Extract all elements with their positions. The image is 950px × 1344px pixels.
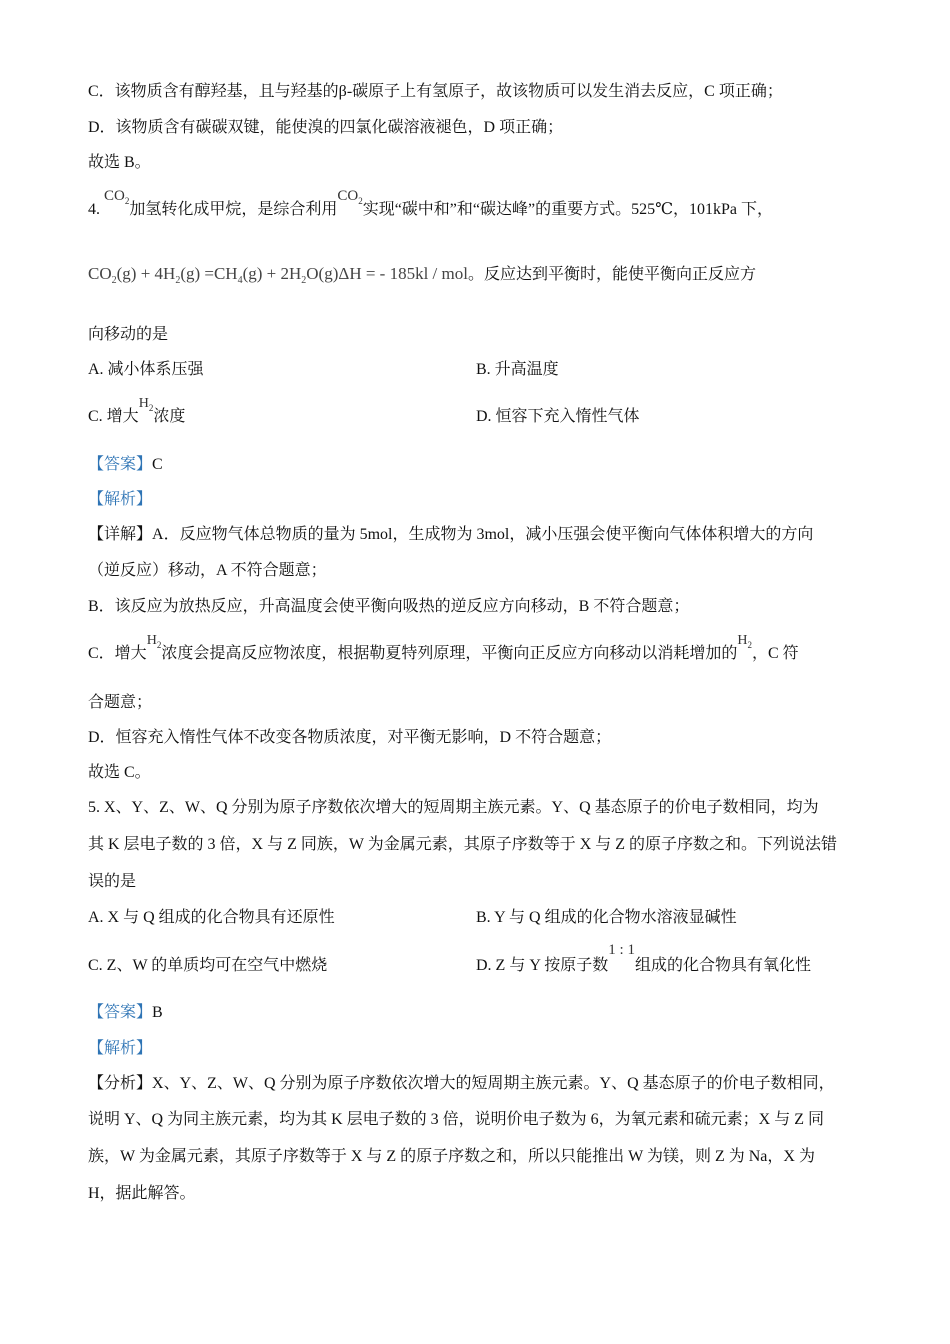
formula-h2: $H_2$ [138, 396, 154, 413]
option-c-analysis: C．该物质含有醇羟基，且与羟基的β-碳原子上有氢原子，故该物质可以发生消去反应，C 项正确； [88, 83, 783, 100]
question-5-stem-line2: 其 K 层电子数的 3 倍，X 与 Z 同族，W 为金属元素，其原子序数等于 X 与 Z 的原子序数之和。下列说法错 [88, 836, 838, 853]
analysis-label-4: 【解析】 [88, 491, 153, 508]
detail-line-6: D．恒容充入惰性气体不改变各物质浓度，对平衡无影响，D 不符合题意； [88, 729, 612, 746]
detail-line-3: B．该反应为放热反应，升高温度会使平衡向吸热的逆反应方向移动，B 不符合题意； [88, 598, 690, 615]
q5-option-b: B. Y 与 Q 组成的化合物水溶液显碱性 [476, 909, 737, 926]
analysis-line-2: 说明 Y、Q 为同主族元素，均为其 K 层电子数的 3 倍，说明价电子数为 6，为氧元素和硫元素；X 与 Z 同 [88, 1111, 824, 1128]
answer-5: 【答案】B [88, 1004, 163, 1021]
formula-co2: $CO_2$ [104, 188, 130, 206]
answer-4: 【答案】C [88, 456, 163, 473]
analysis-label-5: 【解析】 [88, 1040, 153, 1057]
analysis-tag: 【分析】 [88, 1075, 153, 1092]
answer-label: 【答案】 [88, 1004, 153, 1021]
question-5-stem-line1: 5. X、Y、Z、W、Q 分别为原子序数依次增大的短周期主族元素。Y、Q 基态原子的价电子数相同，均为 [88, 799, 819, 816]
detail-line-4: C．增大$H_2$浓度会提高反应物浓度，根据勒夏特列原理，平衡向正反应方向移动以消耗增加的$H_2$，C 符 [88, 633, 799, 662]
select-b-conclusion: 故选 B。 [88, 154, 151, 171]
detail-label: 【详解】 [88, 526, 153, 543]
q5-option-d: D. Z 与 Y 按原子数1 : 1组成的化合物具有氧化性 [476, 942, 811, 974]
question-5-stem-line3: 误的是 [88, 873, 137, 890]
q4-option-c: C. 增大$H_2$浓度 [88, 396, 186, 425]
detail-line-2: （逆反应）移动，A 不符合题意； [88, 562, 327, 579]
q4-option-a: A. 减小体系压强 [88, 361, 204, 378]
detail-line-5: 合题意； [88, 694, 153, 711]
q5-option-a: A. X 与 Q 组成的化合物具有还原性 [88, 909, 335, 926]
formula-h2: $H_2$ [737, 633, 752, 650]
question-4-stem-line3: 向移动的是 [88, 326, 169, 343]
question-number: 4. [88, 201, 100, 218]
q4-option-d: D. 恒容下充入惰性气体 [476, 408, 640, 425]
q4-option-b: B. 升高温度 [476, 361, 559, 378]
formula-co2: $CO_2$ [337, 188, 363, 206]
question-4-stem-line1: 4. $CO_2$加氢转化成甲烷，是综合利用$CO_2$实现“碳中和”和“碳达峰”的重要方式。525℃，101kPa 下， [88, 188, 774, 218]
detail-line-1: 【详解】A．反应物气体总物质的量为 5mol，生成物为 3mol，减小压强会使平衡向气体体积增大的方向 [88, 526, 814, 543]
analysis-line-4: H，据此解答。 [88, 1185, 196, 1202]
detail-line-7: 故选 C。 [88, 764, 151, 781]
ratio-1-1: 1 : 1 [608, 942, 635, 958]
answer-label: 【答案】 [88, 456, 153, 473]
option-d-analysis: D．该物质含有碳碳双键，能使溴的四氯化碳溶液褪色，D 项正确； [88, 119, 564, 136]
analysis-line-3: 族，W 为金属元素，其原子序数等于 X 与 Z 的原子序数之和，所以只能推出 W 为镁，则 Z 为 Na，X 为 [88, 1148, 815, 1165]
analysis-line-1: 【分析】X、Y、Z、W、Q 分别为原子序数依次增大的短周期主族元素。Y、Q 基态原子的价电子数相同， [88, 1075, 835, 1092]
q5-option-c: C. Z、W 的单质均可在空气中燃烧 [88, 957, 328, 974]
reaction-equation: $CO_2(g) + 4H_2(g) =CH_4(g) + 2H_2O(g)\Delta H$ = - 185kl / mol。反应达到平衡时，能使平衡向正反应方 [88, 264, 756, 286]
formula-h2: $H_2$ [146, 633, 162, 650]
